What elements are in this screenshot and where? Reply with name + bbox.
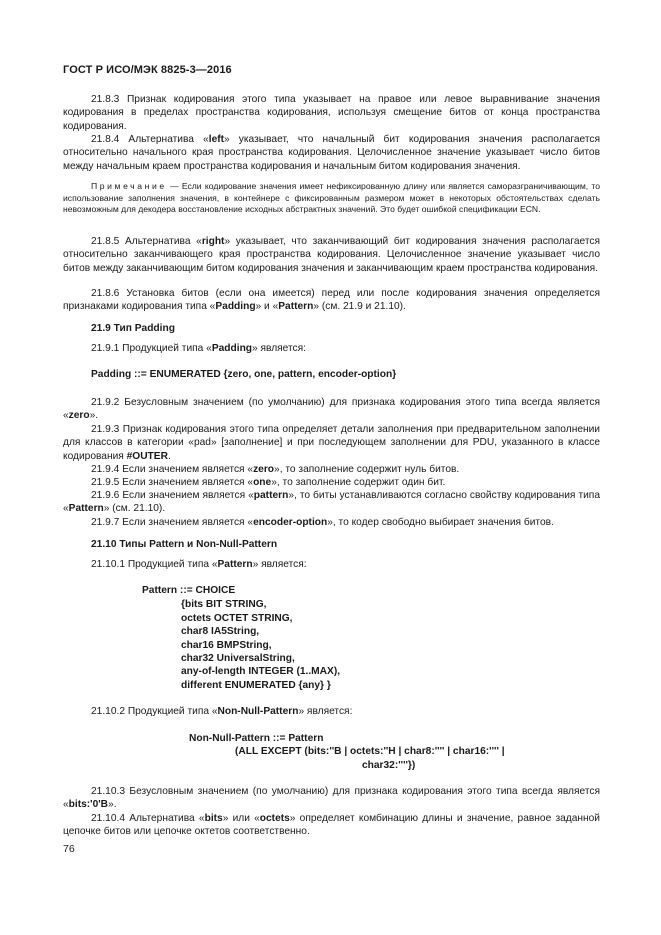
- page-number: 76: [63, 843, 75, 855]
- paragraph-21-9-7: 21.9.7 Если значением является «encoder-option», то кодер свободно выбирает значения битов.: [91, 517, 554, 528]
- non-null-pattern-line-3: char32:''''}): [362, 760, 416, 771]
- paragraph-21-10-1: 21.10.1 Продукцией типа «Pattern» является:: [91, 559, 307, 570]
- paragraph-21-9-1: 21.9.1 Продукцией типа «Padding» является:: [91, 343, 306, 354]
- heading-21-10: 21.10 Типы Pattern и Non-Null-Pattern: [91, 539, 278, 550]
- code-line: any-of-length INTEGER (1..MAX),: [181, 666, 341, 677]
- paragraph-21-9-4: 21.9.4 Если значением является «zero», то заполнение содержит нуль битов.: [91, 464, 460, 475]
- pattern-definition-head: Pattern ::= CHOICE: [142, 585, 236, 596]
- non-null-pattern-line-2: (ALL EXCEPT (bits:''B | octets:''H | char8:'''' | char16:'''' |: [235, 746, 505, 757]
- paragraph-21-9-2: 21.9.2 Безусловным значением (по умолчанию) для признака кодирования этого типа всегда является «zero».: [63, 397, 600, 422]
- code-line: char16 BMPString,: [181, 640, 272, 651]
- page-header: ГОСТ Р ИСО/МЭК 8825-3—2016: [63, 64, 232, 76]
- code-line: {bits BIT STRING,: [181, 599, 267, 610]
- paragraph-21-8-4: 21.8.4 Альтернатива «left» указывает, что начальный бит кодирования значения располагается относительно начального края пространства кодирования. Целочисленное значение указывает число битов между начальным краем пространства кодирования и начальным битом кодирования значения.: [63, 134, 601, 172]
- paragraph-21-8-6: 21.8.6 Установка битов (если она имеется) перед или после кодирования значения определяется признаками кодирования типа «Padding» и «Pattern» (см. 21.9 и 21.10).: [63, 288, 600, 313]
- paragraph-21-10-4: 21.10.4 Альтернатива «bits» или «octets» определяет комбинацию длины и значение, равное заданной цепочке битов или цепочке октетов соответственно.: [63, 813, 600, 838]
- paragraph-21-9-5: 21.9.5 Если значением является «one», то заполнение содержит один бит.: [91, 477, 446, 488]
- heading-21-9: 21.9 Тип Padding: [91, 323, 175, 334]
- non-null-pattern-line-1: Non-Null-Pattern ::= Pattern: [189, 733, 324, 744]
- paragraph-21-9-3: 21.9.3 Признак кодирования этого типа определяет детали заполнения при предварительном заполнении для классов в категории «pad» [заполнение] и при последующем заполнении для PDU, указанного в классе кодирования #OUTER.: [63, 424, 600, 462]
- paragraph-21-8-3: 21.8.3 Признак кодирования этого типа указывает на правое или левое выравнивание значения кодирования в пределах пространства кодирования, используя смещение битов от конца пространства кодирования.: [63, 94, 600, 132]
- code-line: char8 IA5String,: [181, 626, 260, 637]
- paragraph-21-9-6: 21.9.6 Если значением является «pattern», то биты устанавливаются согласно свойству кодирования типа «Pattern» (см. 21.10).: [63, 490, 600, 515]
- note-label: Примечание: [91, 181, 167, 191]
- paragraph-21-10-3: 21.10.3 Безусловным значением (по умолчанию) для признака кодирования этого типа всегда является «bits:'0'B».: [63, 786, 600, 811]
- paragraph-21-10-2: 21.10.2 Продукцией типа «Non-Null-Pattern» является:: [91, 706, 353, 717]
- code-line: octets OCTET STRING,: [181, 613, 293, 624]
- paragraph-21-8-5: 21.8.5 Альтернатива «right» указывает, что заканчивающий бит кодирования значения располагается относительно заканчивающего края пространства кодирования. Целочисленное значение указывает число битов между заканчивающим битом кодирования значения и заканчивающим краем пространства кодирования.: [63, 236, 600, 274]
- note: Примечание — Если кодирование значения имеет нефиксированную длину или является саморазграничивающим, то использование заполнения значения, в контейнере с фиксированным размером может в некоторых обстоятельствах сделать невозможным для декодера восстановление исходных абстрактных значений. Это будет ошибкой спецификации ECN.: [63, 181, 600, 215]
- padding-definition: Padding ::= ENUMERATED {zero, one, pattern, encoder-option}: [91, 369, 397, 380]
- code-line: char32 UniversalString,: [181, 653, 295, 664]
- code-line: different ENUMERATED {any} }: [181, 680, 331, 691]
